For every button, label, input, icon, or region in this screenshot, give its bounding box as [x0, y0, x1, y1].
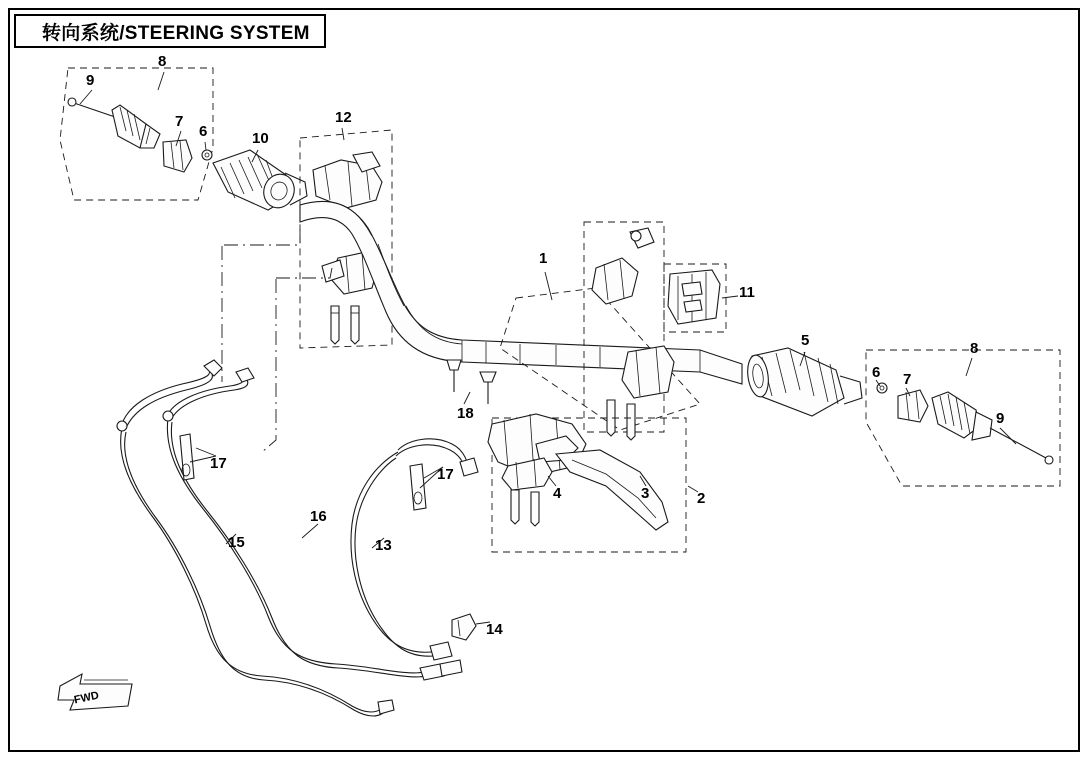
- callout-17-right: 17: [437, 466, 454, 483]
- callout-11: 11: [739, 284, 755, 301]
- callout-18: 18: [457, 405, 474, 422]
- callout-4: 4: [553, 485, 562, 502]
- callout-17-left: 17: [210, 455, 227, 472]
- callout-14: 14: [486, 621, 503, 638]
- callout-16: 16: [310, 508, 327, 525]
- callout-15: 15: [228, 534, 245, 551]
- callout-10: 10: [252, 130, 269, 147]
- callout-6-right: 6: [872, 364, 881, 381]
- callout-7-left: 7: [175, 113, 184, 130]
- callout-8-right: 8: [970, 340, 979, 357]
- callout-8-left: 8: [158, 53, 167, 70]
- callout-1: 1: [539, 250, 548, 267]
- fwd-direction-label: FWD: [73, 689, 101, 707]
- page-title: 转向系统/STEERING SYSTEM: [42, 22, 310, 44]
- callout-12: 12: [335, 109, 352, 126]
- callout-6-left: 6: [199, 123, 208, 140]
- callout-5: 5: [801, 332, 810, 349]
- callout-13: 13: [375, 537, 392, 554]
- callout-3: 3: [641, 485, 650, 502]
- callout-2: 2: [697, 490, 706, 507]
- callout-7-right: 7: [903, 371, 912, 388]
- callout-9-left: 9: [86, 72, 95, 89]
- callout-9-right: 9: [996, 410, 1005, 427]
